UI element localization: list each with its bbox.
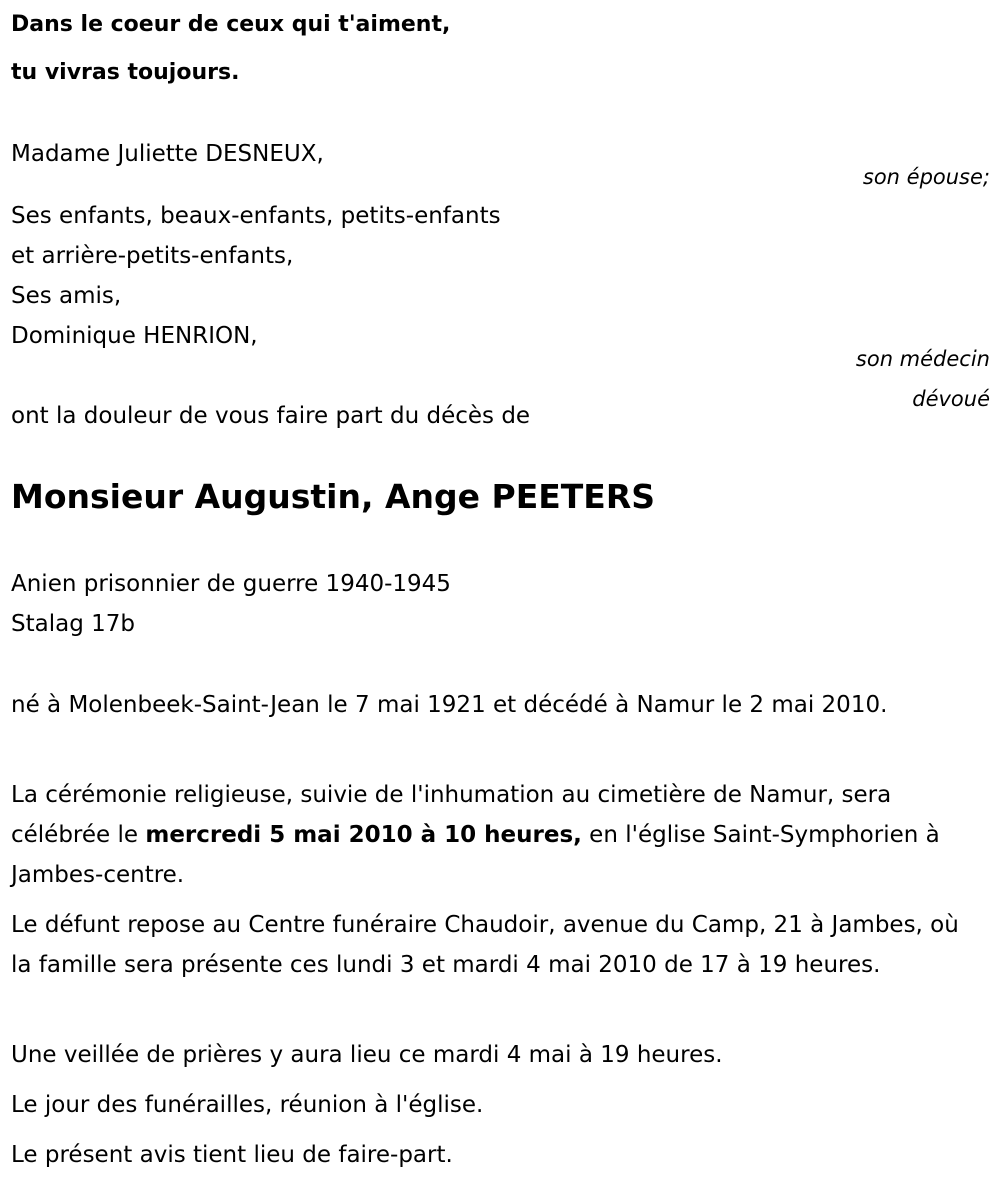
ceremony-text-start: La cérémonie religieuse, suivie de l'inhumation au cimetière de Namur, sera célébrée le [11, 782, 892, 848]
deceased-title-line-2: Stalag 17b [11, 611, 135, 637]
repose-paragraph: Le défunt repose au Centre funéraire Chaudoir, avenue du Camp, 21 à Jambes, où la famille sera présente ces lundi 3 et mardi 4 mai 2010 de 17 à 19 heures. [11, 912, 959, 978]
deceased-name: Monsieur Augustin, Ange PEETERS [11, 477, 656, 516]
family-line-1: Ses enfants, beaux-enfants, petits-enfants [11, 203, 501, 229]
spouse-name: Madame Juliette DESNEUX, [11, 141, 324, 167]
friends-line: Ses amis, [11, 283, 122, 309]
announcement-line: ont la douleur de vous faire part du décès de [11, 403, 531, 429]
doctor-role-line-1: son médecin [855, 347, 990, 371]
birth-death-paragraph: né à Molenbeek-Saint-Jean le 7 mai 1921 et décédé à Namur le 2 mai 2010. [11, 692, 888, 718]
meeting-paragraph: Le jour des funérailles, réunion à l'église. [11, 1092, 484, 1118]
epitaph-line-2: tu vivras toujours. [11, 60, 240, 85]
deceased-title-line-1: Anien prisonnier de guerre 1940-1945 [11, 571, 451, 597]
notice-paragraph: Le présent avis tient lieu de faire-part. [11, 1142, 453, 1168]
ceremony-date-time: mercredi 5 mai 2010 à 10 heures, [145, 822, 582, 848]
ceremony-paragraph [11, 775, 986, 895]
family-line-2: et arrière-petits-enfants, [11, 243, 294, 269]
ceremony-text-end: en l'église Saint-Symphorien à Jambes-centre. [11, 822, 940, 888]
vigil-paragraph: Une veillée de prières y aura lieu ce mardi 4 mai à 19 heures. [11, 1042, 723, 1068]
doctor-name: Dominique HENRION, [11, 323, 258, 349]
doctor-role-line-2: dévoué [912, 387, 990, 411]
epitaph-line-1: Dans le coeur de ceux qui t'aiment, [11, 12, 451, 37]
spouse-role: son épouse; [862, 165, 990, 189]
